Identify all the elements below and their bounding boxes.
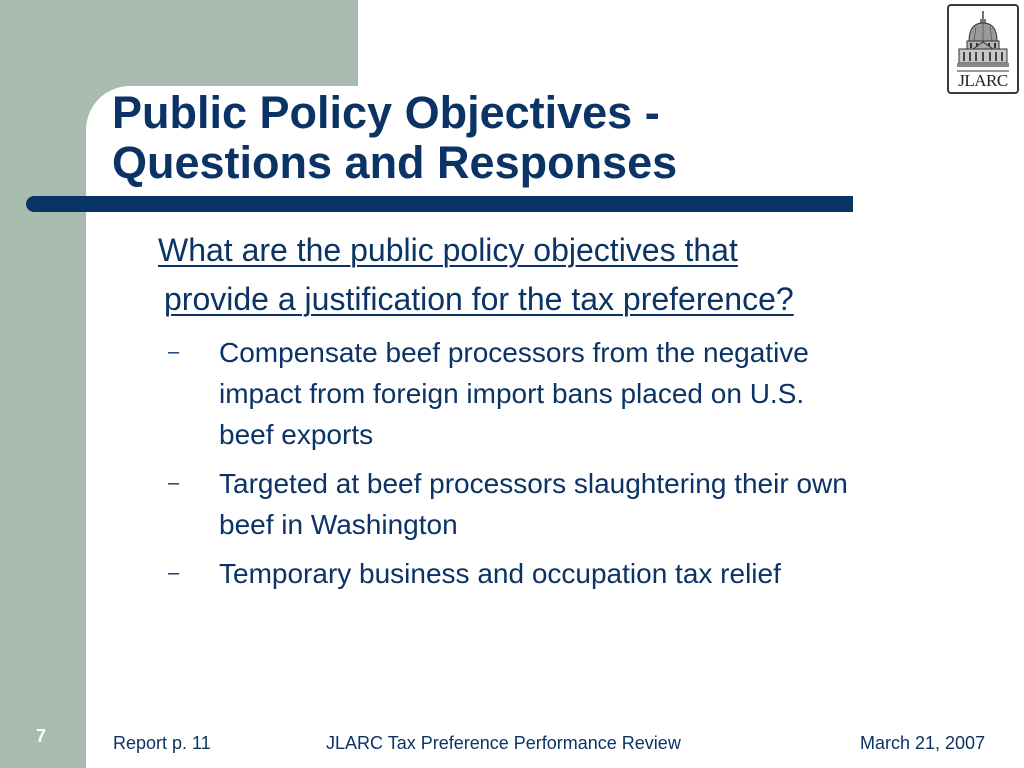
capitol-dome-icon (957, 11, 1009, 73)
policy-question (158, 226, 978, 324)
list-item-text (219, 332, 1008, 455)
response-list (168, 332, 1008, 602)
list-item-line: impact from foreign import bans placed on U.S. (219, 378, 805, 409)
list-item-text (219, 463, 1008, 545)
dash-bullet-icon: – (168, 341, 180, 363)
list-item (168, 463, 1008, 545)
list-item (168, 553, 1008, 594)
list-item-line: Temporary business and occupation tax relief (219, 558, 781, 589)
list-item (168, 332, 1008, 455)
logo-text: JLARC (958, 71, 1008, 90)
jlarc-logo (947, 4, 1019, 94)
list-item-line: beef exports (219, 419, 374, 450)
policy-question-line-2: provide a justification for the tax preference? (164, 281, 794, 317)
footer-report-ref: Report p. 11 (113, 733, 211, 753)
slide-number: 7 (36, 726, 47, 746)
slide-title-line-2: Questions and Responses (112, 137, 678, 188)
title-underline-bar (26, 196, 853, 212)
slide-title-line-1: Public Policy Objectives - (112, 87, 660, 138)
list-item-line: beef in Washington (219, 509, 458, 540)
policy-question-line-1: What are the public policy objectives that (158, 232, 738, 268)
footer-date: March 21, 2007 (860, 733, 986, 753)
list-item-line: Compensate beef processors from the negative (219, 337, 809, 368)
dash-bullet-icon: – (168, 472, 180, 494)
dash-bullet-icon: – (168, 562, 180, 584)
slide-title (112, 88, 677, 188)
list-item-line: Targeted at beef processors slaughtering their own (219, 468, 848, 499)
footer-review-title: JLARC Tax Preference Performance Review (326, 733, 681, 753)
list-item-text (219, 553, 1008, 594)
